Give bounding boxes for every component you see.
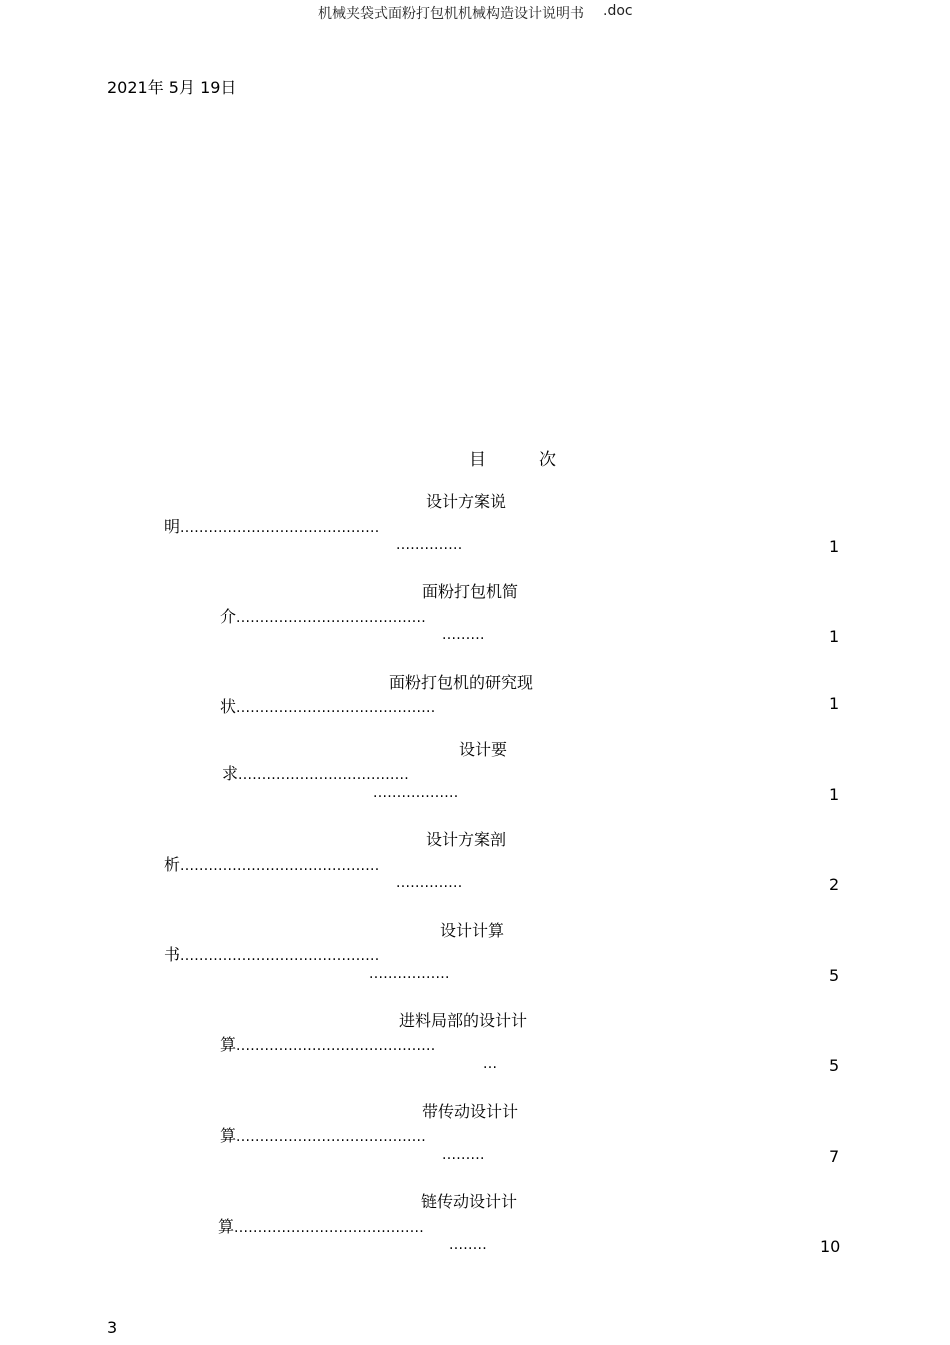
toc-entry-title: 设计要 xyxy=(459,740,508,759)
toc-entry-dots: .............. xyxy=(396,537,463,553)
document-date: 2021年 5月 19日 xyxy=(107,78,237,97)
toc-entry-dots: ........ xyxy=(449,1237,488,1253)
toc-entry-title: 链传动设计计 xyxy=(421,1192,518,1211)
toc-entry-page: 1 xyxy=(829,694,840,713)
document-header-extension: .doc xyxy=(603,3,633,19)
toc-entry-page: 10 xyxy=(820,1237,841,1256)
toc-entry-title: 面粉打包机的研究现 xyxy=(389,673,534,692)
toc-entry-title-cont: 明.......................................... xyxy=(164,517,380,536)
toc-entry-title: 设计方案剖 xyxy=(426,830,507,849)
toc-entry-title-cont: 书.......................................... xyxy=(164,945,380,964)
toc-entry-title-cont: 状.......................................... xyxy=(220,697,436,716)
toc-entry-title: 设计方案说 xyxy=(426,492,507,511)
toc-entry-page: 7 xyxy=(829,1147,840,1166)
document-header-title: 机械夹袋式面粉打包机机械构造设计说明书 xyxy=(318,6,584,22)
toc-entry-dots: ......... xyxy=(442,1147,485,1163)
toc-entry-title-cont: 析.......................................... xyxy=(164,855,380,874)
toc-entry-dots: ... xyxy=(483,1056,498,1072)
toc-entry-title-cont: 求.................................... xyxy=(222,764,410,783)
toc-entry-dots: .................. xyxy=(373,785,459,801)
toc-title-right: 次 xyxy=(539,450,556,470)
toc-entry-title-cont: 算........................................ xyxy=(218,1217,425,1236)
toc-entry-page: 1 xyxy=(829,785,840,804)
toc-entry-title: 设计计算 xyxy=(440,921,505,940)
toc-entry-title-cont: 介........................................ xyxy=(220,607,427,626)
toc-entry-title: 面粉打包机简 xyxy=(422,582,519,601)
toc-entry-dots: ................. xyxy=(369,966,450,982)
page-number: 3 xyxy=(107,1318,118,1337)
toc-entry-page: 1 xyxy=(829,537,840,556)
toc-entry-page: 5 xyxy=(829,1056,840,1075)
toc-entry-page: 1 xyxy=(829,627,840,646)
toc-entry-title-cont: 算.......................................... xyxy=(220,1035,436,1054)
toc-entry-dots: .............. xyxy=(396,875,463,891)
toc-entry-dots: ......... xyxy=(442,627,485,643)
toc-entry-title: 进料局部的设计计 xyxy=(399,1011,528,1030)
toc-entry-title-cont: 算........................................ xyxy=(220,1126,427,1145)
toc-title-left: 目 xyxy=(469,450,486,470)
toc-entry-page: 5 xyxy=(829,966,840,985)
toc-entry-title: 带传动设计计 xyxy=(422,1102,519,1121)
toc-entry-page: 2 xyxy=(829,875,840,894)
